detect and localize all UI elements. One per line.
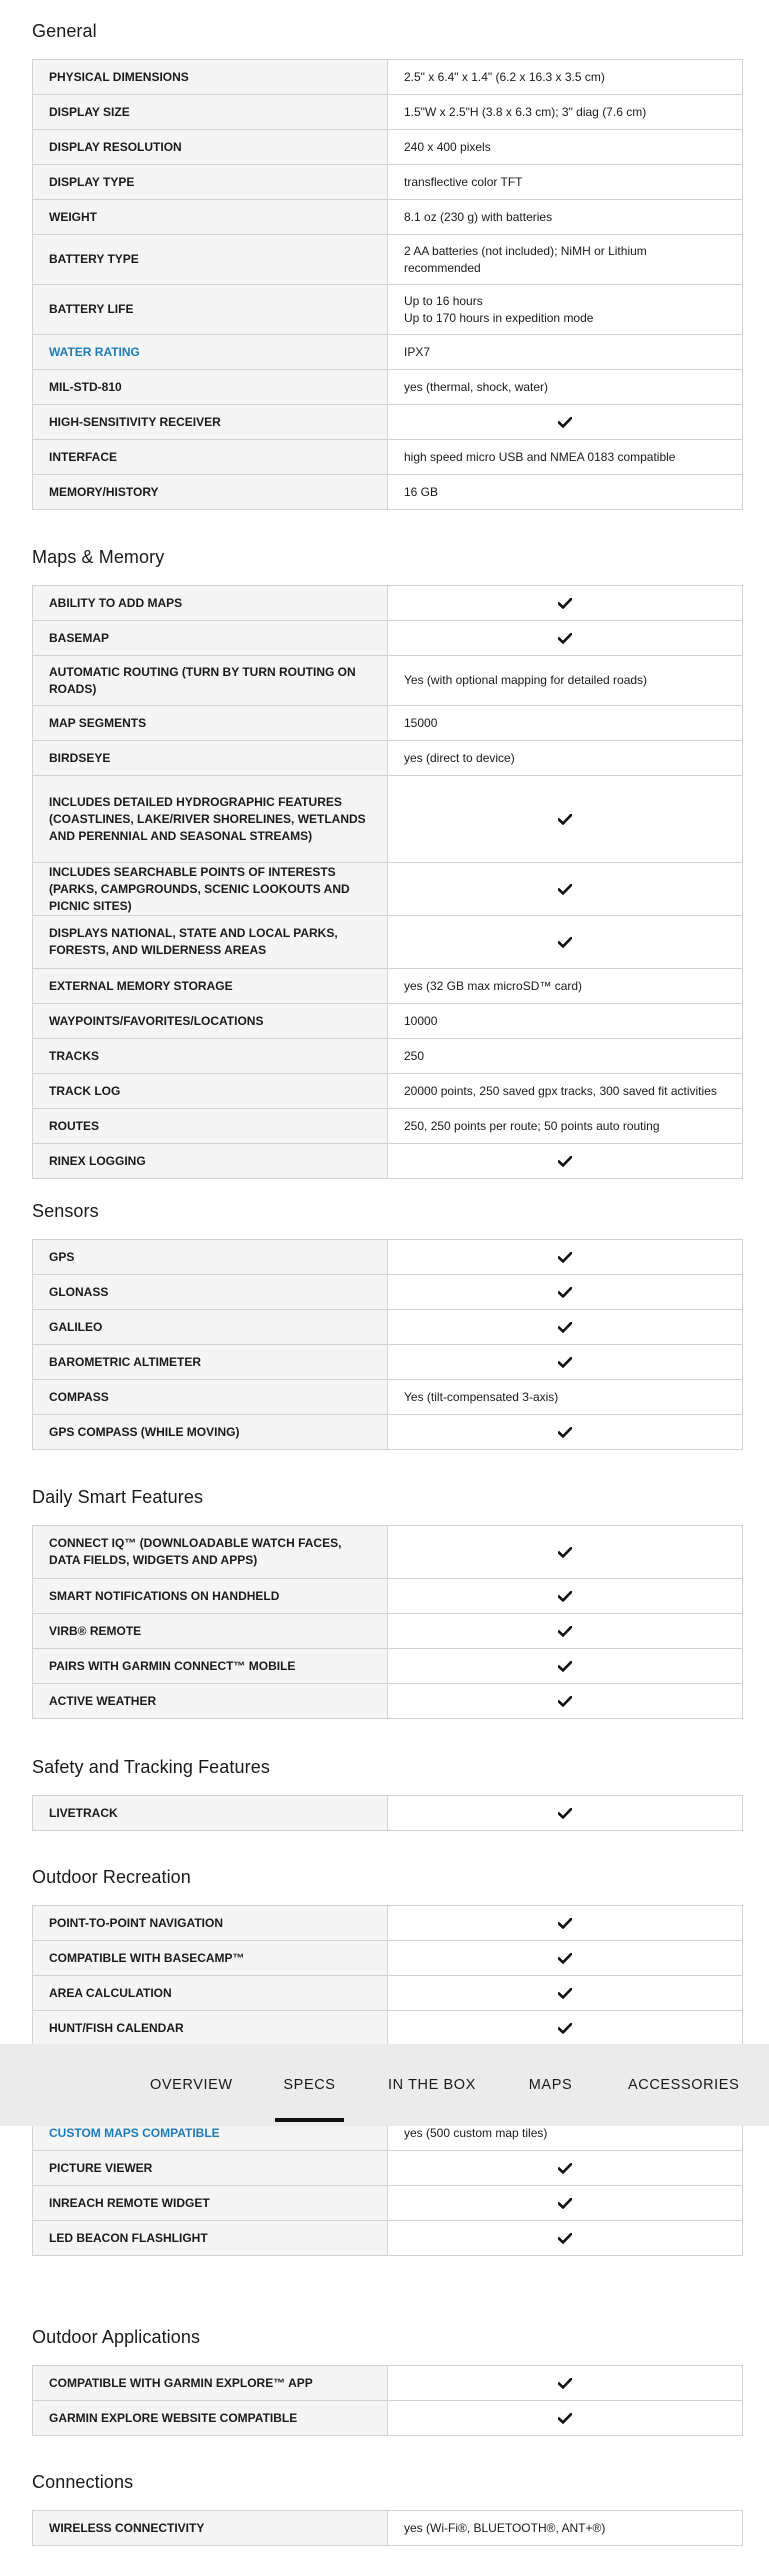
spec-label: GALILEO [33,1310,388,1345]
section-title: Outdoor Applications [32,2327,201,2347]
table-row [33,1109,743,1144]
tab-overview[interactable]: OVERVIEW [150,2077,233,2093]
table-row [33,776,743,863]
table-row [33,1614,743,1649]
spec-label: INREACH REMOTE WIDGET [33,2186,388,2221]
spec-value [388,1579,743,1614]
spec-value: 250 [388,1039,743,1074]
table-row [33,969,743,1004]
spec-label: LIVETRACK [33,1796,388,1831]
checkmark-icon [558,1287,572,1298]
custom-maps-compatible-link[interactable]: CUSTOM MAPS COMPATIBLE [33,2116,388,2151]
spec-value [388,1275,743,1310]
spec-table [32,2510,743,2546]
spec-label: SMART NOTIFICATIONS ON HANDHELD [33,1579,388,1614]
tab-maps[interactable]: MAPS [528,2077,573,2093]
spec-value [388,1310,743,1345]
spec-label: BATTERY LIFE [33,285,388,335]
spec-value [388,1240,743,1275]
spec-label: TRACK LOG [33,1074,388,1109]
section-title: General [32,21,97,41]
section-sensors [32,1196,743,1439]
checkmark-icon [558,1322,572,1333]
spec-label: AUTOMATIC ROUTING (TURN BY TURN ROUTING ON ROADS) [33,656,388,706]
table-row [33,706,743,741]
section-maps-memory [32,542,743,1168]
checkmark-icon [558,1252,572,1263]
table-row [33,1275,743,1310]
spec-value [388,1796,743,1831]
spec-label: MAP SEGMENTS [33,706,388,741]
spec-label: DISPLAY RESOLUTION [33,130,388,165]
spec-value: 1.5"W x 2.5"H (3.8 x 6.3 cm); 3" diag (7.6 cm) [388,95,743,130]
checkmark-icon [558,1357,572,1368]
spec-value [388,863,743,916]
spec-label: WEIGHT [33,200,388,235]
spec-value: yes (500 custom map tiles) [388,2116,743,2151]
spec-label: CONNECT IQ™ (DOWNLOADABLE WATCH FACES, DATA FIELDS, WIDGETS AND APPS) [33,1526,388,1579]
spec-value [388,1684,743,1719]
table-row [33,2186,743,2221]
checkmark-icon [558,1988,572,1999]
spec-value [388,1941,743,1976]
spec-value [388,2401,743,2436]
spec-value: yes (direct to device) [388,741,743,776]
table-row [33,1684,743,1719]
checkmark-icon [558,2413,572,2424]
product-tab-nav [0,2044,769,2126]
table-row [33,863,743,916]
table-row [33,2011,743,2046]
table-row [33,1310,743,1345]
section-title: Sensors [32,1201,99,1221]
spec-value: 250, 250 points per route; 50 points auto routing [388,1109,743,1144]
spec-value: yes (Wi-Fi®, BLUETOOTH®, ANT+®) [404,2520,606,2535]
spec-label: COMPASS [33,1380,388,1415]
spec-value: Yes (tilt-compensated 3-axis) [388,1380,743,1415]
section-connections [32,2467,743,2535]
table-row [33,2151,743,2186]
spec-label: INCLUDES DETAILED HYDROGRAPHIC FEATURES (COASTLINES, LAKE/RIVER SHORELINES, WETLANDS AND PERENNIAL AND SEASONAL STREAMS) [33,776,388,863]
table-row [33,2511,743,2546]
spec-value [388,2011,743,2046]
table-row [33,1649,743,1684]
spec-value [388,1976,743,2011]
spec-label: WIRELESS CONNECTIVITY [33,2511,388,2546]
spec-label: GPS COMPASS (WHILE MOVING) [33,1415,388,1450]
table-row [33,165,743,200]
checkmark-icon [558,1626,572,1637]
spec-value [388,621,743,656]
section-safety-tracking [32,1752,743,1820]
checkmark-icon [558,814,572,825]
spec-value [388,916,743,969]
table-row [33,235,743,285]
table-row [33,405,743,440]
spec-table [32,1795,743,1831]
checkmark-icon [558,1953,572,1964]
table-row [33,130,743,165]
table-row [33,2401,743,2436]
water-rating-link[interactable]: WATER RATING [33,335,388,370]
spec-label: GLONASS [33,1275,388,1310]
table-row [33,1526,743,1579]
spec-value [388,776,743,863]
spec-value: 8.1 oz (230 g) with batteries [388,200,743,235]
table-row [33,1074,743,1109]
table-row [33,1380,743,1415]
table-row [33,1240,743,1275]
table-row [33,370,743,405]
checkmark-icon [558,1156,572,1167]
spec-value [388,2221,743,2256]
section-title: Safety and Tracking Features [32,1757,270,1777]
section-title: Outdoor Recreation [32,1867,191,1887]
spec-label: AREA CALCULATION [33,1976,388,2011]
spec-label: BASEMAP [33,621,388,656]
spec-table [32,1525,743,1719]
checkmark-icon [558,1808,572,1819]
spec-value [388,1526,743,1579]
table-row [33,656,743,706]
spec-label: HUNT/FISH CALENDAR [33,2011,388,2046]
spec-value [388,405,743,440]
table-row [33,1345,743,1380]
spec-label: RINEX LOGGING [33,1144,388,1179]
section-title: Maps & Memory [32,547,165,567]
spec-value [388,2151,743,2186]
checkmark-icon [558,598,572,609]
tab-specs[interactable]: SPECS [275,2044,344,2126]
table-row [33,1415,743,1450]
spec-value: 10000 [388,1004,743,1039]
spec-label: POINT-TO-POINT NAVIGATION [33,1906,388,1941]
spec-label: ACTIVE WEATHER [33,1684,388,1719]
table-row [33,1039,743,1074]
table-row [33,1579,743,1614]
spec-label: BAROMETRIC ALTIMETER [33,1345,388,1380]
section-outdoor-applications [32,2322,743,2425]
checkmark-icon [558,1427,572,1438]
checkmark-icon [558,1591,572,1602]
spec-label: MIL-STD-810 [33,370,388,405]
checkmark-icon [558,2198,572,2209]
spec-value: 20000 points, 250 saved gpx tracks, 300 saved fit activities [388,1074,743,1109]
spec-label: PICTURE VIEWER [33,2151,388,2186]
spec-value [388,1144,743,1179]
spec-value: IPX7 [388,335,743,370]
spec-value [388,1345,743,1380]
table-row [33,95,743,130]
spec-label: BATTERY TYPE [33,235,388,285]
spec-value: 2.5" x 6.4" x 1.4" (6.2 x 16.3 x 3.5 cm) [404,69,605,84]
checkmark-icon [558,2023,572,2034]
table-row [33,1796,743,1831]
spec-value: 2 AA batteries (not included); NiMH or Lithium recommended [388,235,743,285]
checkmark-icon [558,2378,572,2389]
spec-value [388,285,743,335]
spec-label: VIRB® REMOTE [33,1614,388,1649]
spec-table [32,1239,743,1450]
section-general [32,16,743,499]
spec-value: yes (32 GB max microSD™ card) [388,969,743,1004]
spec-table [32,2365,743,2436]
table-row [33,285,743,335]
spec-label: ROUTES [33,1109,388,1144]
spec-value: transflective color TFT [388,165,743,200]
spec-table [32,59,743,510]
checkmark-icon [558,1547,572,1558]
checkmark-icon [558,884,572,895]
checkmark-icon [558,633,572,644]
spec-table [32,585,743,1179]
tab-accessories[interactable]: ACCESSORIES [628,2077,740,2093]
table-row [33,1004,743,1039]
spec-value [388,2366,743,2401]
spec-label: PHYSICAL DIMENSIONS [33,60,388,95]
spec-label: HIGH-SENSITIVITY RECEIVER [33,405,388,440]
spec-label: EXTERNAL MEMORY STORAGE [33,969,388,1004]
spec-value-line: Up to 16 hours [404,293,483,308]
spec-value: 240 x 400 pixels [388,130,743,165]
spec-label: COMPATIBLE WITH GARMIN EXPLORE™ APP [33,2366,388,2401]
table-row [33,200,743,235]
spec-value [388,1415,743,1450]
checkmark-icon [558,2233,572,2244]
spec-value: 16 GB [388,475,743,510]
table-row [33,1976,743,2011]
spec-label: TRACKS [33,1039,388,1074]
checkmark-icon [558,1661,572,1672]
table-row [33,916,743,969]
section-title: Connections [32,2472,134,2492]
table-row [33,586,743,621]
section-title: Daily Smart Features [32,1487,204,1507]
tab-in-the-box[interactable]: IN THE BOX [388,2077,476,2093]
spec-value [388,1649,743,1684]
spec-value [388,1906,743,1941]
spec-value: Yes (with optional mapping for detailed roads) [388,656,743,706]
table-row [33,2366,743,2401]
table-row [33,475,743,510]
spec-label: MEMORY/HISTORY [33,475,388,510]
spec-label: LED BEACON FLASHLIGHT [33,2221,388,2256]
spec-value: high speed micro USB and NMEA 0183 compatible [388,440,743,475]
checkmark-icon [558,417,572,428]
table-row [33,621,743,656]
spec-value [388,1614,743,1649]
checkmark-icon [558,937,572,948]
table-row [33,60,743,95]
spec-label: COMPATIBLE WITH BASECAMP™ [33,1941,388,1976]
spec-label: DISPLAYS NATIONAL, STATE AND LOCAL PARKS, FORESTS, AND WILDERNESS AREAS [33,916,388,969]
spec-label: ABILITY TO ADD MAPS [33,586,388,621]
checkmark-icon [558,1918,572,1929]
spec-label: GARMIN EXPLORE WEBSITE COMPATIBLE [33,2401,388,2436]
spec-value: 15000 [388,706,743,741]
table-row [33,1144,743,1179]
spec-label: PAIRS WITH GARMIN CONNECT™ MOBILE [33,1649,388,1684]
spec-label: DISPLAY SIZE [33,95,388,130]
spec-value: yes (thermal, shock, water) [388,370,743,405]
table-row [33,741,743,776]
spec-label: INTERFACE [33,440,388,475]
spec-value [388,2186,743,2221]
spec-label: GPS [33,1240,388,1275]
table-row [33,440,743,475]
spec-label: BIRDSEYE [33,741,388,776]
spec-value-line: Up to 170 hours in expedition mode [404,310,594,325]
table-row [33,2221,743,2256]
spec-label: INCLUDES SEARCHABLE POINTS OF INTERESTS (PARKS, CAMPGROUNDS, SCENIC LOOKOUTS AND PICNIC SITES) [33,863,388,916]
section-daily-smart-features [32,1482,743,1708]
spec-label: WAYPOINTS/FAVORITES/LOCATIONS [33,1004,388,1039]
table-row [33,335,743,370]
checkmark-icon [558,1696,572,1707]
checkmark-icon [558,2163,572,2174]
table-row [33,1941,743,1976]
spec-value [388,586,743,621]
table-row [33,1906,743,1941]
spec-label: DISPLAY TYPE [33,165,388,200]
